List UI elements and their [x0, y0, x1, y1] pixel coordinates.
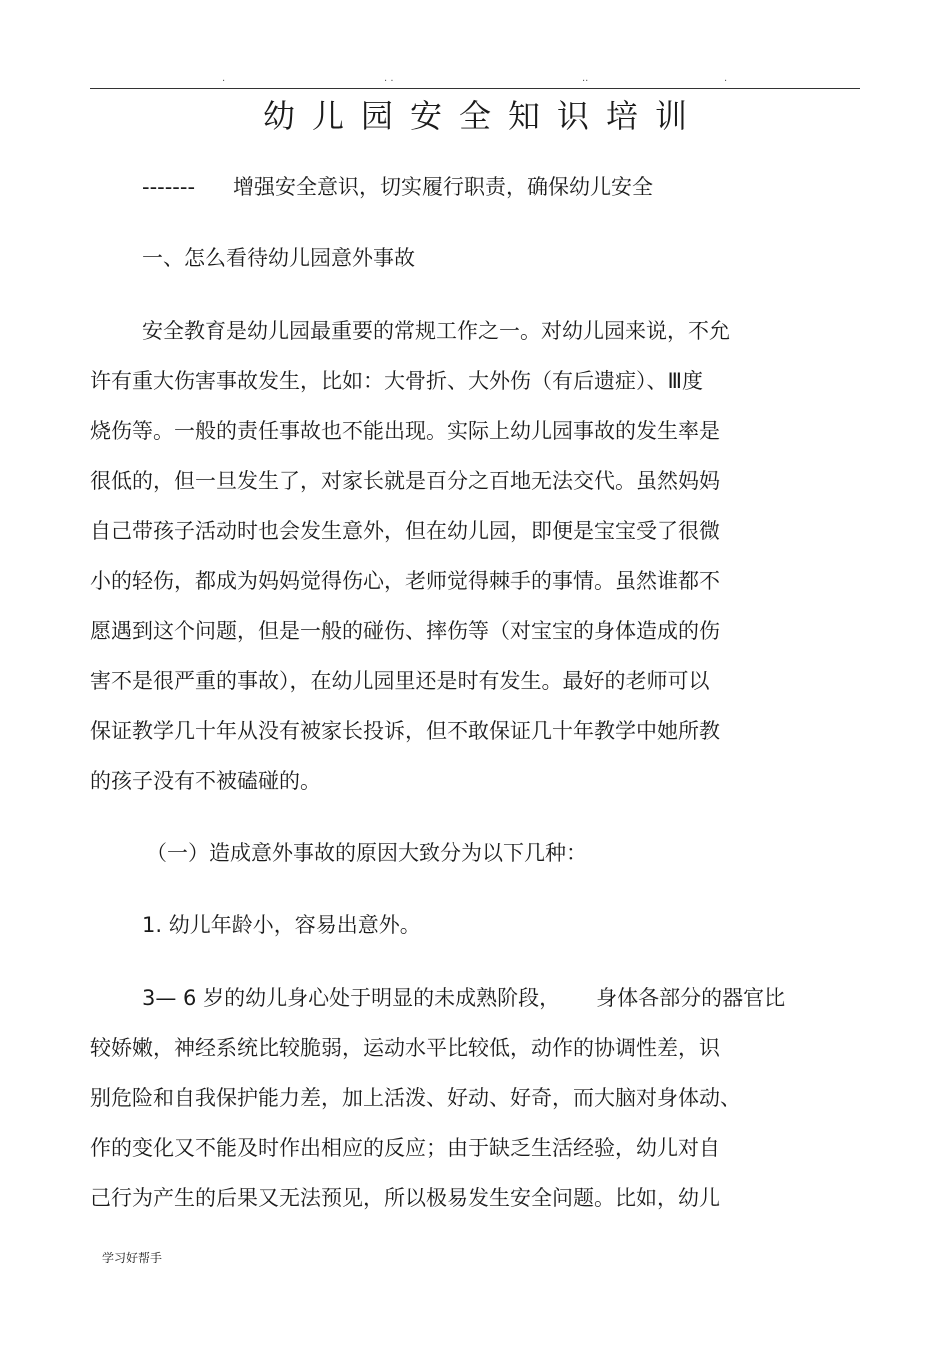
paragraph-line: [142, 986, 785, 1010]
paragraph-line: 的孩子没有不被磕碰的。: [90, 769, 321, 793]
footer-text: 学习好帮手: [102, 1251, 163, 1265]
paragraph-line: 保证教学几十年从没有被家长投诉，但不敢保证几十年教学中她所教: [90, 719, 720, 743]
paragraph-line: 害不是很严重的事故），在幼儿园里还是时有发生。最好的老师可以: [90, 669, 710, 693]
subsection-heading: （一）造成意外事故的原因大致分为以下几种：: [146, 841, 587, 865]
header-dot: ..: [582, 73, 589, 84]
paragraph-line: 己行为产生的后果又无法预见，所以极易发生安全问题。比如，幼儿: [90, 1186, 720, 1210]
paragraph-line: 许有重大伤害事故发生，比如：大骨折、大外伤（有后遗症）、Ⅲ度: [90, 369, 703, 393]
paragraph-line: 安全教育是幼儿园最重要的常规工作之一。对幼儿园来说，不允: [142, 319, 730, 343]
header-rule: [90, 88, 860, 89]
header-dot: .: [724, 73, 728, 84]
header-dot: . .: [384, 73, 394, 84]
document-title: 幼儿园安全知识培训: [262, 97, 704, 135]
subtitle: [142, 175, 653, 199]
paragraph-line-part: 身体各部分的器官比: [596, 986, 786, 1010]
paragraph-line-part: 3— 6 岁的幼儿身心处于明显的未成熟阶段，: [142, 986, 561, 1010]
paragraph-line: 烧伤等。一般的责任事故也不能出现。实际上幼儿园事故的发生率是: [90, 419, 720, 443]
paragraph-line: 愿遇到这个问题，但是一般的碰伤、摔伤等（对宝宝的身体造成的伤: [90, 619, 720, 643]
item-heading: 1. 幼儿年龄小，容易出意外。: [142, 913, 421, 937]
paragraph-line: 自己带孩子活动时也会发生意外，但在幼儿园，即便是宝宝受了很微: [90, 519, 720, 543]
paragraph-line: 很低的，但一旦发生了，对家长就是百分之百地无法交代。虽然妈妈: [90, 469, 720, 493]
subtitle-text: 增强安全意识，切实履行职责，确保幼儿安全: [233, 175, 654, 199]
header-dot: .: [222, 73, 226, 84]
paragraph-line: 别危险和自我保护能力差，加上活泼、好动、好奇，而大脑对身体动、: [90, 1086, 741, 1110]
paragraph-line: 小的轻伤，都成为妈妈觉得伤心，老师觉得棘手的事情。虽然谁都不: [90, 569, 720, 593]
paragraph-line: 作的变化又不能及时作出相应的反应；由于缺乏生活经验，幼儿对自: [90, 1136, 720, 1160]
paragraph-line: 较娇嫩，神经系统比较脆弱，运动水平比较低，动作的协调性差，识: [90, 1036, 720, 1060]
subtitle-dashes: -------: [142, 175, 196, 199]
section-heading: 一、怎么看待幼儿园意外事故: [142, 246, 415, 270]
